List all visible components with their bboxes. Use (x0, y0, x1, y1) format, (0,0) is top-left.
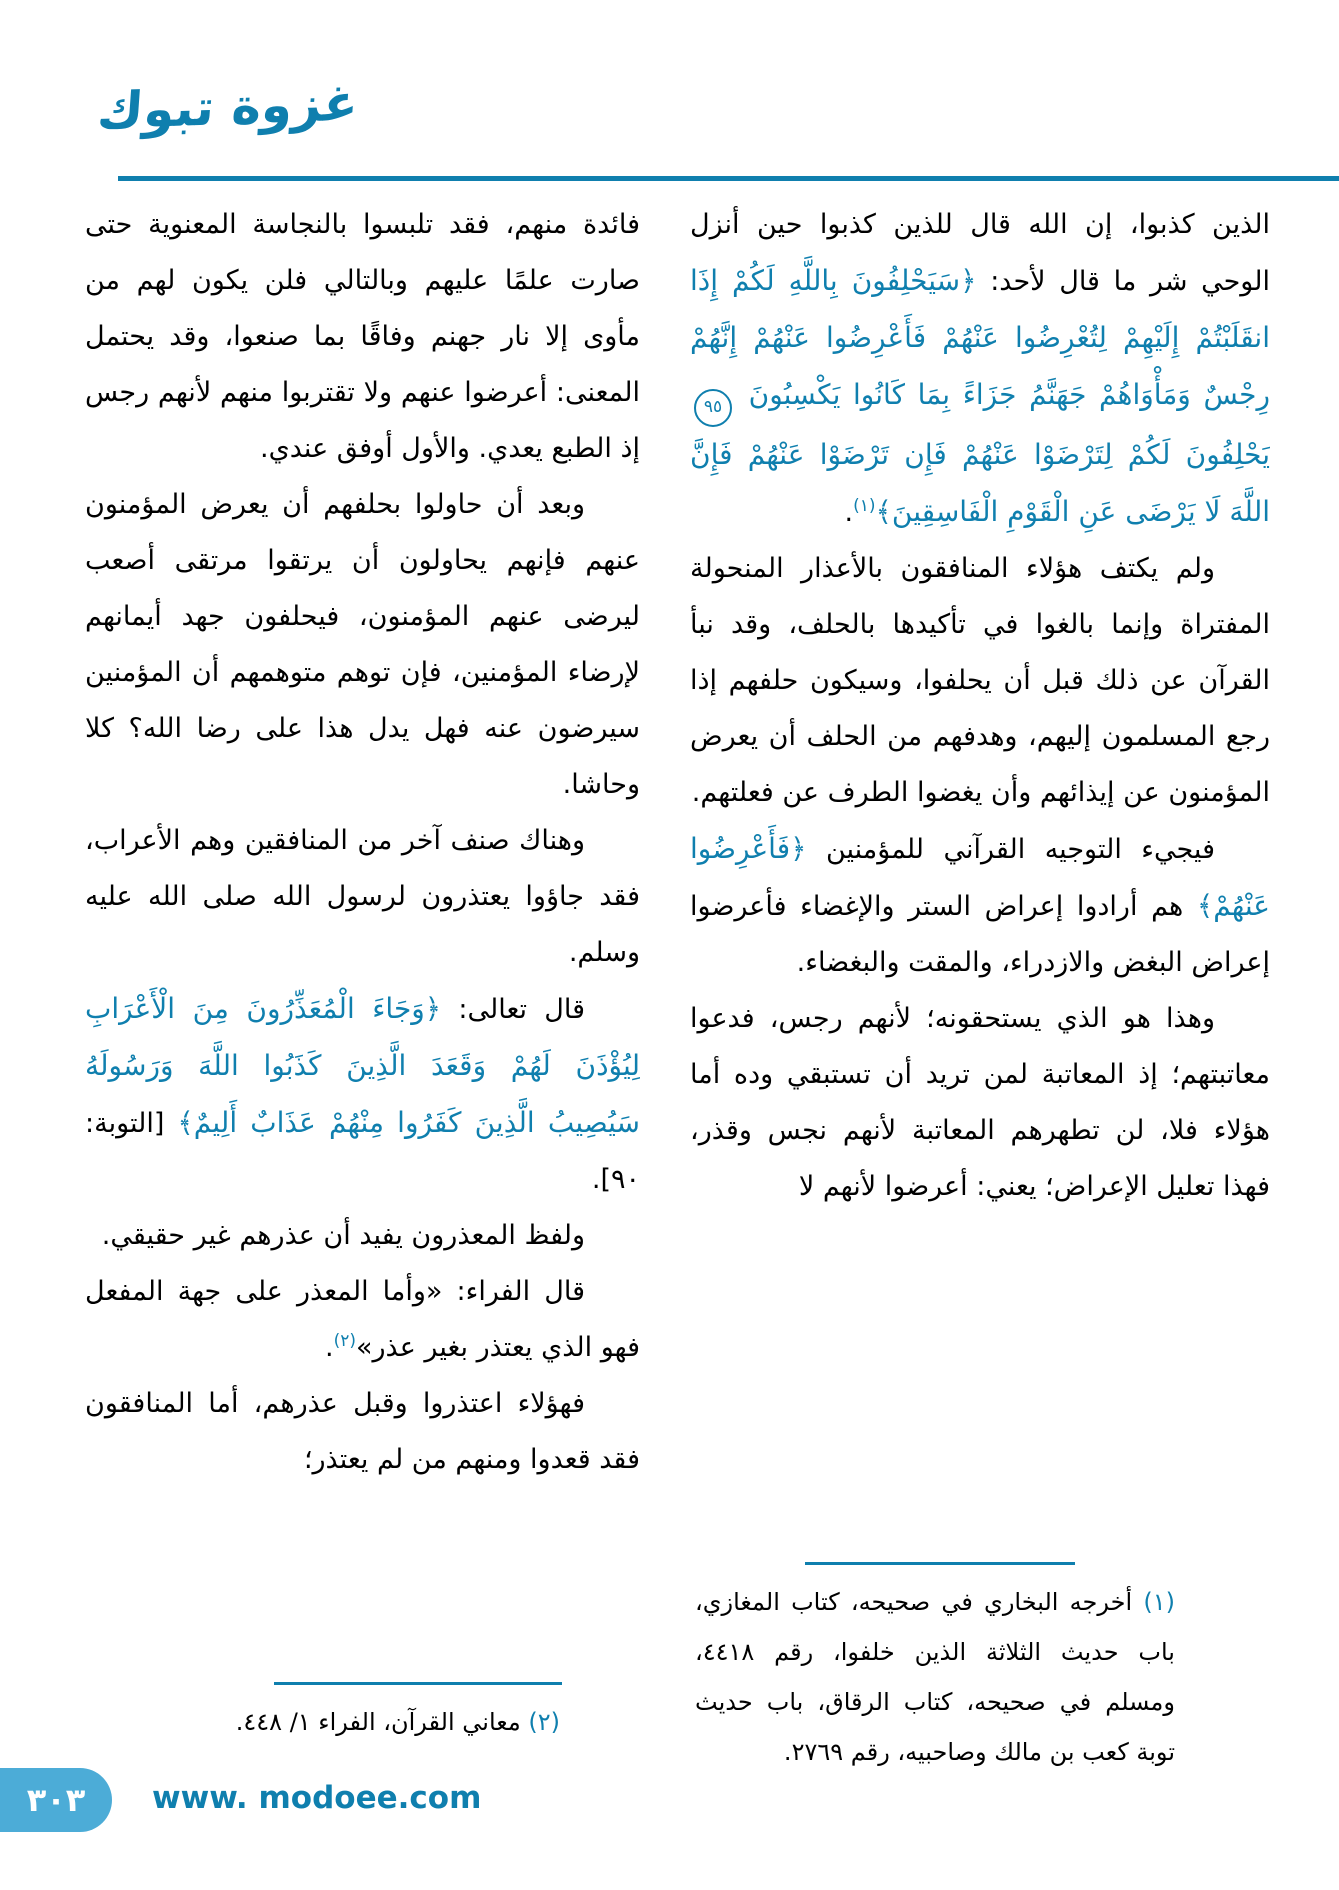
text-run: فائدة منهم، فقد تلبسوا بالنجاسة المعنوية حتى صارت علمًا عليهم وبالتالي فلن يكون لهم من مأوى إلا نار جهنم وفاقًا بما صنعوا، وقد يحتمل المعنى: أعرضوا عنهم ولا تقتربوا منهم لأنهم رجس إذ الطبع يعدي. والأول أوفق عندي. (85, 209, 640, 464)
paragraph (690, 821, 1270, 991)
footnote-ref: (٢) (333, 1331, 356, 1351)
text-run: . (844, 497, 854, 528)
paragraph (85, 1376, 640, 1488)
text-run: قال تعالى: (441, 994, 585, 1025)
column-right (690, 197, 1270, 1777)
quran-verse-run: ﴿فَأَعْرِضُوا عَنْهُمْ﴾ (690, 832, 1270, 922)
footnote-number: (١) (1143, 1588, 1175, 1616)
text-run: ولم يكتف هؤلاء المنافقون بالأعذار المنحولة المفتراة وإنما بالغوا في تأكيدها بالحلف، وقد نبأ القرآن عن ذلك قبل أن يحلفوا، وسيكون حلفهم إذا رجع المسلمون إليهم، وهدفهم من الحلف أن يعرض المؤمنون عن إيذائهم وأن يغضوا الطرف عن فعلتهم. (690, 553, 1270, 808)
text-run: قال الفراء: «وأما المعذر على جهة المفعل فهو الذي يعتذر بغير عذر» (85, 1276, 640, 1363)
header-rule (118, 176, 1339, 181)
paragraph (85, 197, 640, 477)
page-number-badge (0, 1768, 112, 1832)
page-title: غزوة تبوك (95, 73, 361, 141)
text-run: [التوبة: ٩٠]. (85, 1108, 640, 1195)
footnote-text: معاني القرآن، الفراء ١/ ٤٤٨. (235, 1708, 521, 1736)
paragraph (85, 1264, 640, 1376)
website-url: www. modoee.com (152, 1780, 482, 1816)
footnote-entry (695, 1577, 1175, 1777)
column-left (85, 197, 640, 1747)
paragraph (690, 541, 1270, 821)
text-run: وبعد أن حاولوا بحلفهم أن يعرض المؤمنون عنهم فإنهم يحاولون أن يرتقوا مرتقى أصعب ليرضى عنهم المؤمنون، فيحلفون جهد أيمانهم لإرضاء المؤمنين، فإن توهم متوهمهم أن المؤمنين سيرضون عنه فهل يدل هذا على رضا الله؟ كلا وحاشا. (85, 489, 640, 800)
footnote-separator (274, 1682, 562, 1685)
text-columns (85, 197, 1270, 1777)
text-run: هم أرادوا إعراض الستر والإغضاء فأعرضوا إعراض البغض والازدراء، والمقت والبغضاء. (690, 891, 1270, 978)
paragraph (85, 477, 640, 813)
text-run: فهؤلاء اعتذروا وقبل عذرهم، أما المنافقون فقد قعدوا ومنهم من لم يعتذر؛ (85, 1388, 640, 1475)
quran-verse-run: ﴿وَجَاءَ الْمُعَذِّرُونَ مِنَ الْأَعْرَابِ لِيُؤْذَنَ لَهُمْ وَقَعَدَ الَّذِينَ كَذَبُوا اللَّهَ وَرَسُولَهُ سَيُصِيبُ الَّذِينَ كَفَرُوا مِنْهُمْ عَذَابٌ أَلِيمٌ﴾ (85, 992, 640, 1139)
paragraph (85, 1208, 640, 1264)
text-run: . (324, 1332, 334, 1363)
text-run: وهذا هو الذي يستحقونه؛ لأنهم رجس، فدعوا معاتبتهم؛ إذ المعاتبة لمن تريد أن تستبقي وده أما هؤلاء فلا، لن تطهرهم المعاتبة لأنهم نجس وقذر، فهذا تعليل الإعراض؛ يعني: أعرضوا لأنهم لا (690, 1003, 1270, 1202)
quran-verse-run: يَحْلِفُونَ لَكُمْ لِتَرْضَوْا عَنْهُمْ فَإِن تَرْضَوْا عَنْهُمْ فَإِنَّ اللَّهَ لَا يَرْضَى عَنِ الْقَوْمِ الْفَاسِقِينَ﴾ (690, 438, 1270, 528)
text-run: فيجيء التوجيه القرآني للمؤمنين (806, 834, 1215, 865)
page-number: ٣٠٣ (26, 1781, 86, 1819)
column-right-content (690, 197, 1270, 1215)
footnote-block-right (690, 1562, 1270, 1777)
paragraph (85, 813, 640, 981)
quran-verse-run: ﴿سَيَحْلِفُونَ بِاللَّهِ لَكُمْ إِذَا انقَلَبْتُمْ إِلَيْهِمْ لِتُعْرِضُوا عَنْهُمْ فَأَعْرِضُوا عَنْهُمْ إِنَّهُمْ رِجْسٌ وَمَأْوَاهُمْ جَهَنَّمُ جَزَاءً بِمَا كَانُوا يَكْسِبُونَ (690, 264, 1270, 411)
text-run: الذين كذبوا، إن الله قال للذين كذبوا حين أنزل الوحي شر ما قال لأحد: (690, 209, 1270, 297)
paragraph (690, 197, 1270, 541)
text-run: وهناك صنف آخر من المنافقين وهم الأعراب، فقد جاؤوا يعتذرون لرسول الله صلى الله عليه وسلم. (85, 825, 640, 968)
ayah-end-mark: ٩٥ (694, 389, 732, 427)
footnote-entry (165, 1697, 560, 1747)
footnote-number: (٢) (528, 1708, 560, 1736)
paragraph (85, 981, 640, 1208)
column-left-content (85, 197, 640, 1488)
footnote-separator (805, 1562, 1075, 1565)
footnote-ref: (١) (853, 496, 876, 516)
text-run: ولفظ المعذرون يفيد أن عذرهم غير حقيقي. (101, 1220, 585, 1251)
paragraph (690, 991, 1270, 1215)
footnote-text: أخرجه البخاري في صحيحه، كتاب المغازي، باب حديث الثلاثة الذين خلفوا، رقم ٤٤١٨، ومسلم في صحيحه، كتاب الرقاق، باب حديث توبة كعب بن مالك وصاحبيه، رقم ٢٧٦٩. (695, 1588, 1175, 1766)
footnote-block-left (85, 1682, 640, 1747)
